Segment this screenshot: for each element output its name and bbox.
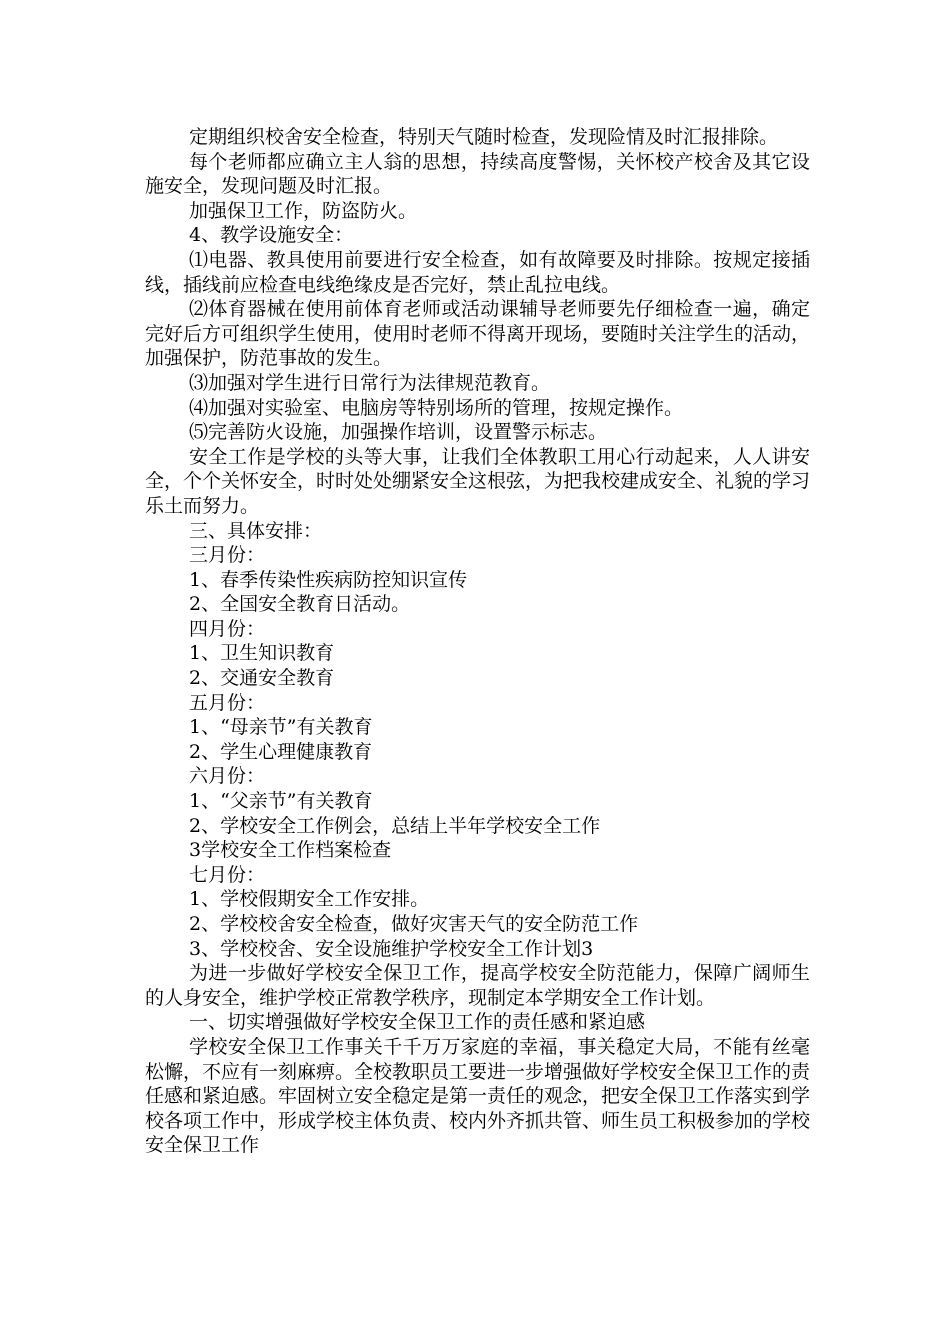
list-item: 2、全国安全教育日活动。: [189, 593, 411, 616]
month-heading: 六月份：: [189, 765, 266, 788]
paragraph: 定期组织校舍安全检查，特别天气随时检查，发现险情及时汇报排除。: [189, 126, 779, 148]
paragraph: 加强保卫工作，防盗防火。: [189, 199, 418, 222]
list-item: 2、学校安全工作例会，总结上半年学校安全工作: [189, 814, 601, 837]
paragraph: 学校安全保卫工作事关千千万万家庭的幸福，事关稳定大局，不能有丝毫松懈，不应有一刻麻痹。全校教职员工要进一步增强做好学校安全保卫工作的责任感和紧迫感。牢固树立安全稳定是第一责任的观念，把安全保卫工作落实到学校各项工作中，形成学校主体负责、校内外齐抓共管、师生员工积极参加的学校安全保卫工作: [145, 1035, 811, 1157]
paragraph: 安全工作是学校的头等大事，让我们全体教职工用心行动起来，人人讲安全，个个关怀安全，时时处处绷紧安全这根弦，为把我校建成安全、礼貌的学习乐土而努力。: [145, 445, 811, 517]
list-item: 1、“母亲节”有关教育: [189, 716, 373, 739]
month-heading: 四月份：: [189, 617, 266, 640]
list-item: 1、学校假期安全工作安排。: [189, 888, 430, 911]
list-item: 3学校安全工作档案检查: [189, 839, 392, 862]
document-body: [145, 125, 810, 1158]
list-item: 1、卫生知识教育: [189, 642, 335, 665]
list-item: ⑶加强对学生进行日常行为法律规范教育。: [189, 371, 551, 394]
paragraph: 为进一步做好学校安全保卫工作，提高学校安全防范能力，保障广阔师生的人身安全，维护学校正常教学秩序，现制定本学期安全工作计划。: [145, 962, 810, 1009]
list-item: 1、“父亲节”有关教育: [189, 790, 373, 813]
month-heading: 三月份：: [189, 544, 266, 567]
list-item: ⑴电器、教具使用前要进行安全检查，如有故障要及时排除。按规定接插线，插线前应检查电线绝缘皮是否完好，禁止乱拉电线。: [145, 248, 810, 296]
section-heading: 一、切实增强做好学校安全保卫工作的责任感和紧迫感: [189, 1011, 646, 1034]
list-item: 1、春季传染性疾病防控知识宣传: [189, 568, 468, 591]
month-heading: 七月份：: [189, 863, 266, 886]
list-item: 3、学校校舍、安全设施维护学校安全工作计划3: [189, 937, 594, 960]
list-item: 2、学生心理健康教育: [189, 740, 373, 763]
section-heading: 4、教学设施安全：: [189, 224, 354, 247]
list-item: 2、交通安全教育: [189, 667, 335, 690]
list-item: ⑸完善防火设施，加强操作培训，设置警示标志。: [189, 421, 608, 444]
list-item: 2、学校校舍安全检查，做好灾害天气的安全防范工作: [189, 913, 639, 935]
list-item: ⑵体育器械在使用前体育老师或活动课辅导老师要先仔细检查一遍，确定完好后方可组织学生使用，使用时老师不得离开现场，要随时关注学生的活动，加强保护，防范事故的发生。: [145, 298, 811, 370]
paragraph: 每个老师都应确立主人翁的思想，持续高度警惕，关怀校产校舍及其它设施安全，发现问题及时汇报。: [145, 150, 810, 198]
section-heading: 三、具体安排：: [189, 519, 323, 542]
list-item: ⑷加强对实验室、电脑房等特别场所的管理，按规定操作。: [189, 396, 684, 419]
month-heading: 五月份：: [189, 691, 266, 714]
